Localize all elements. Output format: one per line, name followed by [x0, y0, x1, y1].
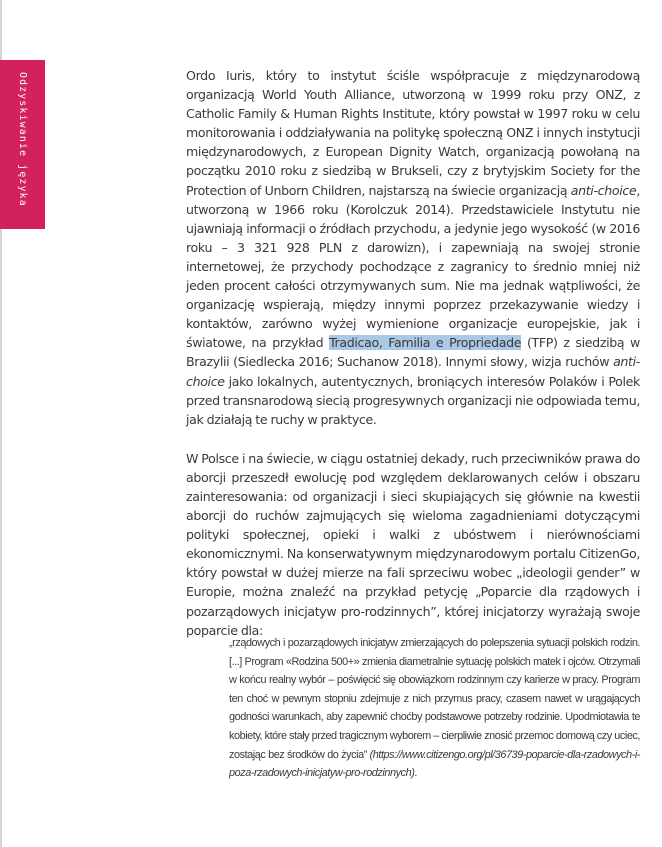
- paragraph-1-text-a: Ordo Iuris, który to instytut ściśle współpracuje z międzynarodową organizacją World Youth Alliance, utworzoną w 1999 roku przy ONZ, z Catholic Family & Human Rights Institute, który powstał w 1997 roku w celu monitorowania i oddziaływania na politykę społeczną ONZ i innych instytucji międzynarodowych, z European Dignity Watch, organizacją powołaną na początku 2010 roku z siedzibą w Brukseli, czy z brytyjskim Society for the Protection of Unborn Children, najstarszą na świecie organizacją: [186, 68, 640, 198]
- section-tab-label: Odzyskiwanie języka: [17, 72, 28, 207]
- paragraph-1: [186, 66, 640, 429]
- term-anti-choice-1: anti-choice: [570, 182, 637, 198]
- highlighted-text-selection[interactable]: Tradicao, Familia e Propriedade: [329, 335, 522, 351]
- paragraph-1-text-b: , utworzoną w 1966 roku (Korolczuk 2014). Przedstawiciele Instytutu nie ujawniają informacji o źródłach przychodu, a jedynie jego wysokość (w 2016 roku – 3 321 928 PLN z darowizn), i zapewniają na swojej stronie internetowej, że przychody pochodzące z zagranicy to średnio mniej niż jeden procent całości otrzymywanych sum. Nie ma jednak wątpliwości, że organizację wspierają, między innymi poprzez przekazywanie wiedzy i kontaktów, zarówno wyżej wymienione organizacje europejskie, jak i światowe, na przykład: [186, 182, 640, 351]
- term-anti-choice-2: anti-choice: [186, 354, 640, 389]
- paragraph-2: W Polsce i na świecie, w ciągu ostatniej dekady, ruch przeciwników prawa do aborcji przeszedł ewolucję pod względem deklarowanych celów i obszaru zainteresowania: od organizacji i sieci skupiających się głównie na kwestii aborcji do ruchów zajmujących się wieloma zagadnieniami dotyczącymi polityki społecznej, opieki i walki z ubóstwem i nierównościami ekonomicznymi. Na konserwatywnym międzynarodowym portalu CitizenGo, który powstał w dużej mierze na fali sprzeciwu wobec „ideologii gender” w Europie, można znaleźć na przykład petycję „Poparcie dla rządowych i pozarządowych inicjatyw pro-rodzinnych”, której inicjatorzy wyrażają swoje poparcie dla:: [186, 450, 640, 638]
- main-text: [186, 66, 640, 640]
- paragraph-1-text-d: jako lokalnych, autentycznych, broniących interesów Polaków i Polek przed transnarodową siecią progresywnych organizacji nie odpowiada temu, jak działają te ruchy w praktyce.: [186, 373, 640, 427]
- quote-end: .: [414, 767, 417, 780]
- quote-text: „rządowych i pozarządowych inicjatyw zmierzających do polepszenia sytuacji polskich rodzin. [...] Program «Rodzina 500+» zmienia diametralnie sytuację polskich matek i ojców. Otrzymali w końcu realny wybór – poświęcić się obowiązkom rodzinnym czy karierze w pracy. Program ten choć w pewnym stopniu zdejmuje z nich przymus pracy, czasem nawet w urągających godności warunkach, aby zapewnić choćby podstawowe potrzeby rodzinie. Upodmiotawia te kobiety, które stały przed tragicznym wyborem – cierpliwie znosić przemoc domową czy uciec, zostając bez środków do życia”: [229, 637, 640, 761]
- paragraph-1-text-c: (TFP) z siedzibą w Brazylii (Siedlecka 2016; Suchanow 2018). Innymi słowy, wizja ruchów: [186, 335, 640, 370]
- quote-citation-link[interactable]: (https://www.citizengo.org/pl/36739-poparcie-dla-rzadowych-i-poza-rzadowych-inicjatyw-pro-rodzinnych): [229, 748, 640, 780]
- block-quote: [229, 634, 640, 783]
